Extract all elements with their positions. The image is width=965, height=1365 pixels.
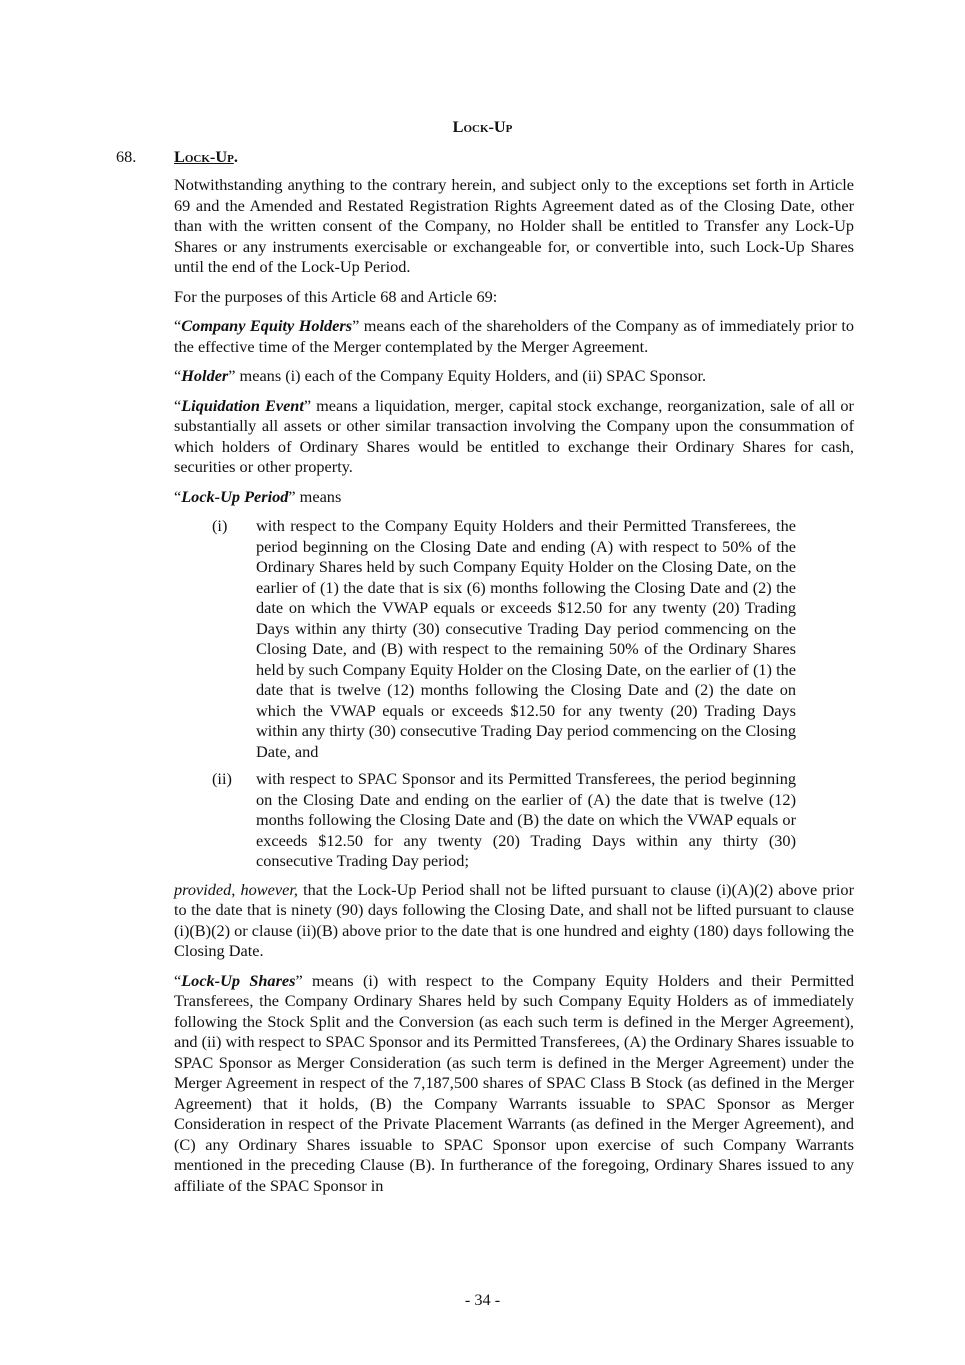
lock-up-period-items bbox=[174, 516, 854, 872]
article-title-suffix: . bbox=[233, 147, 238, 166]
open-quote: “ bbox=[174, 316, 182, 335]
open-quote: “ bbox=[174, 366, 182, 385]
definition-holder bbox=[174, 366, 854, 387]
definition-text: ” means bbox=[288, 486, 342, 506]
defined-term: Company Equity Holders bbox=[181, 316, 353, 335]
definition-text: ” means a liquidation, merger, capital stock exchange, reorganization, sale of all or substantially all assets or other similar transaction involving the Company upon the consummation of which holders of Ordinary Shares would be entitled to exchange their Ordinary Shares for cash, securities or other property. bbox=[174, 395, 854, 476]
list-item-label: (ii) bbox=[212, 769, 232, 788]
paragraph-purposes: For the purposes of this Article 68 and Article 69: bbox=[174, 286, 498, 306]
article-title bbox=[174, 147, 238, 168]
definition-text: ” means each of the shareholders of the Company as of immediately prior to the effective time of the Merger contemplated by the Merger Agreement. bbox=[174, 316, 854, 356]
article-number: 68. bbox=[116, 147, 137, 166]
list-item-text: with respect to the Company Equity Holders and their Permitted Transferees, the period beginning on the Closing Date and ending (A) with respect to 50% of the Ordinary Shares held by such Company Equity Holder on the Closing Date, on the earlier of (1) the date that is six (6) months following the Closing Date and (2) the date on which the VWAP equals or exceeds $12.50 for any twenty (20) Trading Days within any thirty (30) consecutive Trading Day period commencing on the Closing Date, and (B) with respect to the remaining 50% of the Ordinary Shares held by such Company Equity Holder on the Closing Date, on the earlier of (1) the date that is twelve (12) months following the Closing Date and (2) the date on which the VWAP equals or exceeds $12.50 for any twenty (20) Trading Days within any thirty (30) consecutive Trading Day period commencing on the Closing Date, and bbox=[256, 516, 796, 761]
list-item bbox=[174, 516, 796, 762]
definition-company-equity-holders bbox=[174, 316, 854, 357]
defined-term: Lock-Up Shares bbox=[181, 970, 296, 990]
open-quote: “ bbox=[174, 486, 182, 506]
defined-term: Holder bbox=[181, 366, 229, 385]
proviso-paragraph bbox=[174, 880, 854, 962]
article-body bbox=[174, 175, 854, 1205]
section-heading: Lock-Up bbox=[452, 117, 513, 136]
open-quote: “ bbox=[174, 395, 182, 415]
defined-term: Liquidation Event bbox=[181, 395, 304, 415]
definition-text: ” means (i) with respect to the Company Equity Holders and their Permitted Transferees, the Company Ordinary Shares held by such Company Equity Holders as of immediately following the Stock Split and the Conversion (as each such term is defined in the Merger Agreement), and (ii) with respect to SPAC Sponsor and its Permitted Transferees, (A) the Ordinary Shares issuable to SPAC Sponsor as Merger Consideration (as such term is defined in the Merger Agreement) under the Merger Agreement in respect of the 7,187,500 shares of SPAC Class B Stock (as defined in the Merger Agreement) that it holds, (B) the Company Warrants issuable to SPAC Sponsor as Merger Consideration in respect of the Private Placement Warrants (as defined in the Merger Agreement), and (C) any Ordinary Shares issuable to SPAC Sponsor upon exercise of such Company Warrants mentioned in the preceding Clause (B). In furtherance of the foregoing, Ordinary Shares issued to any affiliate of the SPAC Sponsor in bbox=[174, 970, 854, 1195]
definition-lock-up-period bbox=[174, 487, 854, 508]
definition-text: ” means (i) each of the Company Equity Holders, and (ii) SPAC Sponsor. bbox=[228, 366, 707, 385]
definition-lock-up-shares bbox=[174, 971, 854, 1197]
definition-liquidation-event bbox=[174, 396, 854, 478]
list-item-label: (i) bbox=[212, 516, 228, 535]
list-item-text: with respect to SPAC Sponsor and its Permitted Transferees, the period beginning on the Closing Date and ending on the earlier of (A) the date that is twelve (12) months following the Closing Date and (B) the date on which the VWAP equals or exceeds $12.50 for any twenty (20) Trading Days within any thirty (30) consecutive Trading Day period; bbox=[256, 769, 796, 870]
open-quote: “ bbox=[174, 970, 182, 990]
list-item bbox=[174, 769, 796, 872]
defined-term: Lock-Up Period bbox=[181, 486, 289, 506]
page-number: - 34 - bbox=[464, 1290, 501, 1309]
article-title-text: Lock-Up bbox=[174, 147, 234, 166]
proviso-text: that the Lock-Up Period shall not be lifted pursuant to clause (i)(A)(2) above prior to the date that is ninety (90) days following the Closing Date, and shall not be lifted pursuant to clause (i)(B)(2) or clause (ii)(B) above prior to the date that is one hundred and eighty (180) days following the Closing Date. bbox=[174, 879, 854, 960]
paragraph-intro: Notwithstanding anything to the contrary herein, and subject only to the exceptions set forth in Article 69 and the Amended and Restated Registration Rights Agreement dated as of the Closing Date, other than with the written consent of the Company, no Holder shall be entitled to Transfer any Lock-Up Shares or any instruments exercisable or exchangeable for, or convertible into, such Lock-Up Shares until the end of the Lock-Up Period. bbox=[174, 175, 854, 276]
proviso-lead: provided, however, bbox=[174, 879, 298, 899]
